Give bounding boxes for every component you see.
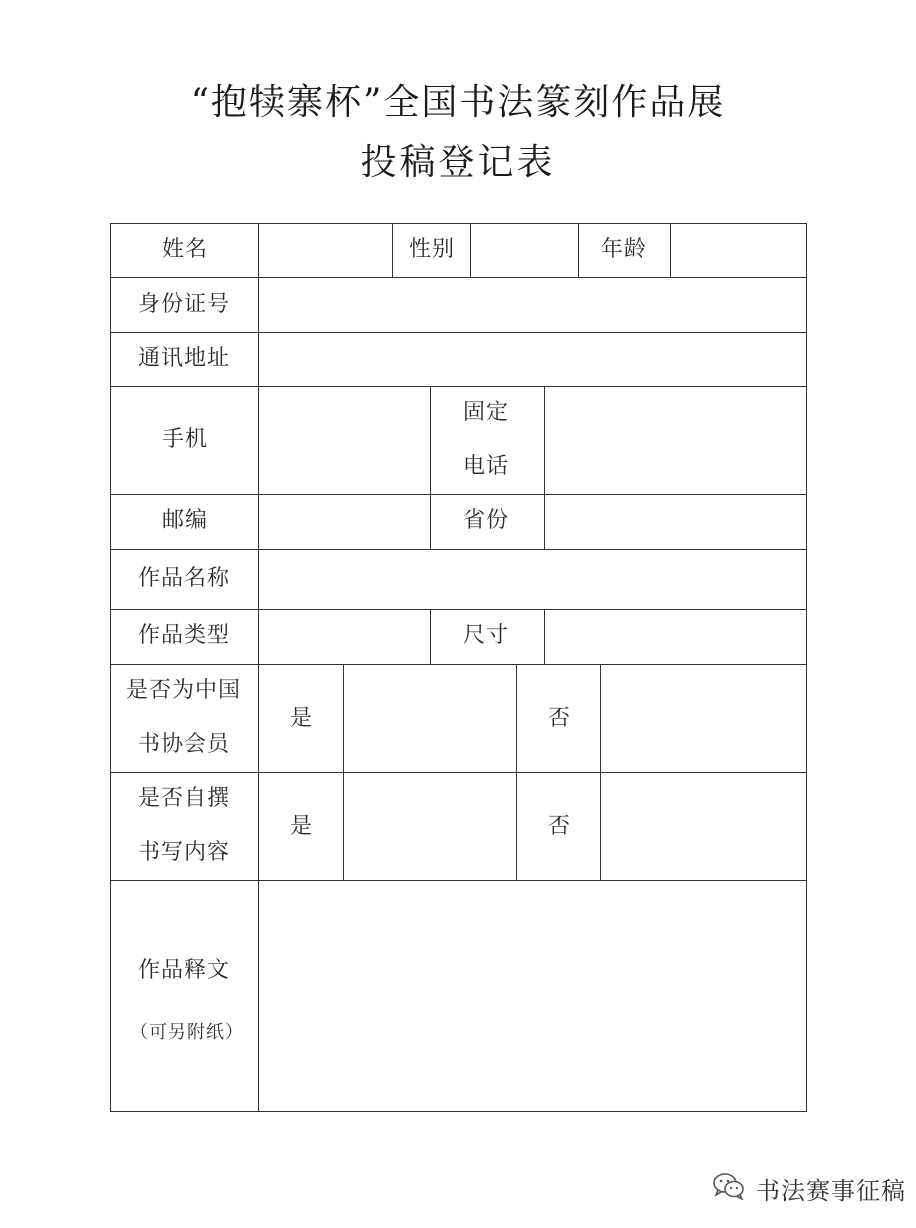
row-divider [110, 386, 807, 387]
member-no-checkbox[interactable] [602, 666, 805, 771]
label-column-divider [258, 223, 259, 1112]
address-label: 通讯地址 [138, 346, 231, 371]
watermark [712, 1168, 906, 1208]
column-divider [544, 609, 545, 664]
address-field[interactable] [260, 334, 805, 385]
row-divider [110, 880, 807, 881]
transcript-note: （可另附纸） [130, 1022, 244, 1043]
transcript-label: 作品释文 [138, 958, 231, 983]
member-question-line-1: 是否为中国 [126, 678, 242, 703]
postcode-label: 邮编 [162, 508, 209, 533]
member-no-label: 否 [548, 706, 572, 731]
work-title-label: 作品名称 [138, 566, 231, 591]
landline-label-line-2: 电话 [463, 454, 510, 479]
content-yes-checkbox[interactable] [345, 774, 514, 879]
gender-label: 性别 [409, 237, 456, 262]
row-divider [110, 332, 807, 333]
mobile-field[interactable] [260, 388, 428, 493]
content-question-line-1: 是否自撰 [138, 786, 231, 811]
column-divider [544, 386, 545, 549]
mobile-label: 手机 [162, 427, 209, 452]
size-label: 尺寸 [463, 623, 510, 648]
row-divider [110, 494, 807, 495]
id-number-label: 身份证号 [138, 292, 231, 317]
content-no-checkbox[interactable] [602, 774, 805, 879]
postcode-field[interactable] [260, 496, 428, 548]
row-divider [110, 277, 807, 278]
row-divider [110, 549, 807, 550]
member-yes-label: 是 [290, 706, 314, 731]
column-divider [600, 664, 601, 880]
wechat-icon [712, 1172, 746, 1204]
column-divider [578, 223, 579, 277]
column-divider [430, 609, 431, 664]
landline-field[interactable] [546, 388, 805, 493]
work-type-label: 作品类型 [138, 623, 231, 648]
province-field[interactable] [546, 496, 805, 548]
content-no-label: 否 [548, 814, 572, 839]
id-number-field[interactable] [260, 279, 805, 331]
name-field[interactable] [260, 225, 390, 276]
column-divider [392, 223, 393, 277]
landline-label-line-1: 固定 [463, 400, 510, 425]
content-question-line-2: 书写内容 [138, 840, 231, 865]
form-title-line-2: 投稿登记表 [360, 142, 556, 183]
column-divider [516, 664, 517, 880]
gender-field[interactable] [472, 225, 576, 276]
member-question-line-2: 书协会员 [138, 732, 231, 757]
work-title-field[interactable] [260, 551, 805, 608]
member-yes-checkbox[interactable] [345, 666, 514, 771]
age-label: 年龄 [601, 237, 648, 262]
column-divider [670, 223, 671, 277]
form-title-line-1: “抱犊寨杯”全国书法篆刻作品展 [190, 82, 726, 123]
column-divider [430, 386, 431, 549]
row-divider [110, 772, 807, 773]
age-field[interactable] [672, 225, 805, 276]
row-divider [110, 609, 807, 610]
transcript-field[interactable] [260, 882, 805, 1110]
work-type-field[interactable] [260, 611, 428, 663]
province-label: 省份 [463, 508, 510, 533]
registration-form-table [110, 223, 807, 1112]
row-divider [110, 664, 807, 665]
content-yes-label: 是 [290, 814, 314, 839]
account-name: 书法赛事征稿 [756, 1176, 906, 1205]
column-divider [470, 223, 471, 277]
name-label: 姓名 [162, 237, 209, 262]
size-field[interactable] [546, 611, 805, 663]
column-divider [343, 664, 344, 880]
